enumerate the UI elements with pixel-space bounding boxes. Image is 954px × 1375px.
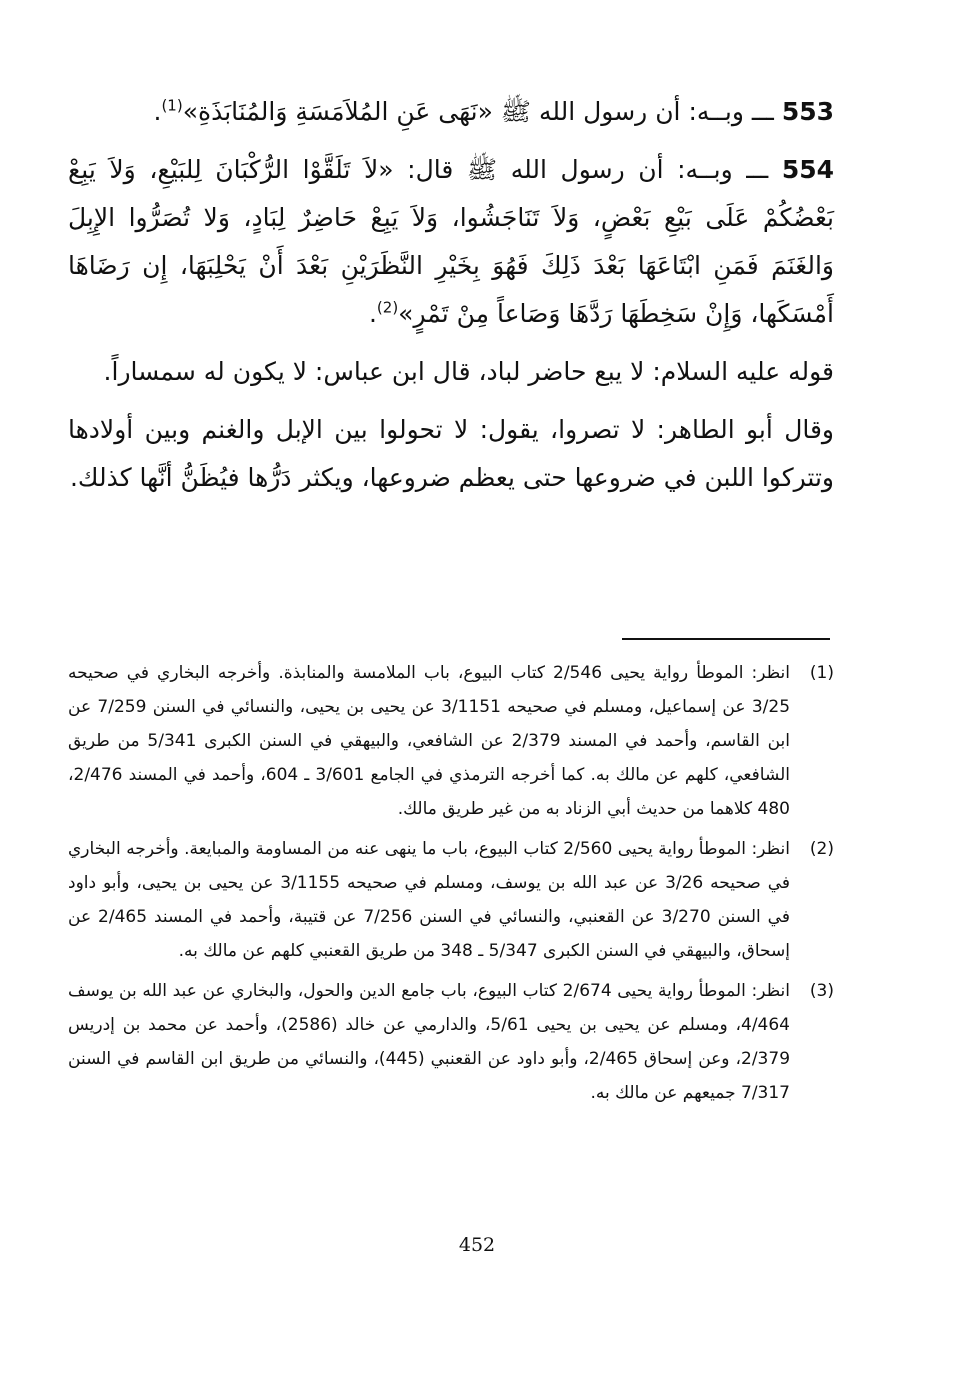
hadith-text: ـــ وبــه: أن رسول الله ﷺ «نَهَى عَنِ المُلاَمَسَةِ وَالمُنَابَذَةِ»: [182, 97, 782, 126]
hadith-number: 554: [781, 155, 834, 184]
footnote: [68, 974, 834, 1110]
footnote-ref[interactable]: (2): [376, 298, 399, 317]
commentary-paragraph: وقال أبو الطاهر: لا تصروا، يقول: لا تحولوا بين الإبل والغنم وبين أولادها وتتركوا اللبن في ضروعها حتى يعظم ضروعها، ويكثر دَرُّها فيُظَنُّ أنَّها كذلك.: [68, 415, 834, 492]
hadith-text: ـــ وبــه: أن رسول الله ﷺ قال: «لاَ تَلَقَّوْا الرُّكْبَانَ لِلبَيْعِ، وَلاَ يَبِعْ بَعْضُكُمْ عَلَى بَيْعِ بَعْضٍ، وَلاَ تَنَاجَشُوا، وَلاَ يَبِعْ حَاضِرٌ لِبَادٍ، وَلا تُصَرُّوا الإِبِلَ وَالغَنَمَ فَمَنِ ابْتَاعَهَا بَعْدَ ذَلِكَ فَهُوَ بِخَيْرِ النَّظَرَيْنِ بَعْدَ أَنْ يَحْلِبَهَا، إِن رَضَاهَا أَمْسَكَها، وَإِنْ سَخِطَهَا رَدَّهَا وَصَاعاً مِنْ تَمْرٍ»: [68, 155, 834, 328]
footnote-divider: [622, 638, 830, 640]
footnote: [68, 656, 834, 826]
footnote-number: (2): [809, 839, 834, 859]
hadith-553: [68, 88, 834, 136]
main-text: [68, 88, 834, 512]
hadith-end: .: [368, 299, 377, 328]
hadith-554: [68, 146, 834, 338]
hadith-end: .: [153, 97, 162, 126]
footnote-text: انظر: الموطأ رواية يحيى 2/674 كتاب البيوع، باب جامع الدين والحول، والبخاري عن عبد الله بن يوسف 4/464، ومسلم عن يحيى بن يحيى 5/61، والدارمي عن خالد (2586)، وأحمد عن محمد بن إدريس 2/379، وعن إسحاق 2/465، وأبو داود عن القعنبي (445)، والنسائي من طريق ابن القاسم في السنن 7/317 جميعهم عن مالك به.: [68, 981, 791, 1103]
footnote-number: (3): [809, 981, 834, 1001]
commentary-paragraph: قوله عليه السلام: لا يبع حاضر لباد، قال ابن عباس: لا يكون له سمساراً.: [103, 357, 834, 386]
hadith-number: 553: [781, 97, 834, 126]
page-number: 452: [458, 1234, 496, 1256]
footnote-ref[interactable]: (1): [161, 96, 183, 115]
footnote-text: انظر: الموطأ رواية يحيى 2/560 كتاب البيوع، باب ما ينهى عنه من المساومة والمبايعة. وأخرجه البخاري في صحيحه 3/26 عن عبد الله بن يوسف، ومسلم في صحيحه 3/1155 عن يحيى بن يحيى، وأبو داود في السنن 3/270 عن القعنبي، والنسائي في السنن 7/256 عن قتيبة، وأحمد في المسند 2/465 عن إسحاق، والبيهقي في السنن الكبرى 5/347 ـ 348 من طريق القعنبي كلهم عن مالك به.: [68, 839, 791, 961]
footnotes: [68, 656, 834, 1116]
footnote-number: (1): [809, 663, 834, 683]
footnote-text: انظر: الموطأ رواية يحيى 2/546 كتاب البيوع، باب الملامسة والمنابذة. وأخرجه البخاري في صحيحه 3/25 عن إسماعيل، ومسلم في صحيحه 3/1151 عن يحيى بن يحيى، والنسائي في السنن 7/259 عن ابن القاسم، وأحمد في المسند 2/379 عن الشافعي، والبيهقي في السنن الكبرى 5/341 من طريق الشافعي، كلهم عن مالك به. كما أخرجه الترمذي في الجامع 3/601 ـ 604، وأحمد في المسند 2/476، 480 كلاهما من حديث أبي الزناد به من غير طريق مالك.: [68, 663, 791, 819]
footnote: [68, 832, 834, 968]
